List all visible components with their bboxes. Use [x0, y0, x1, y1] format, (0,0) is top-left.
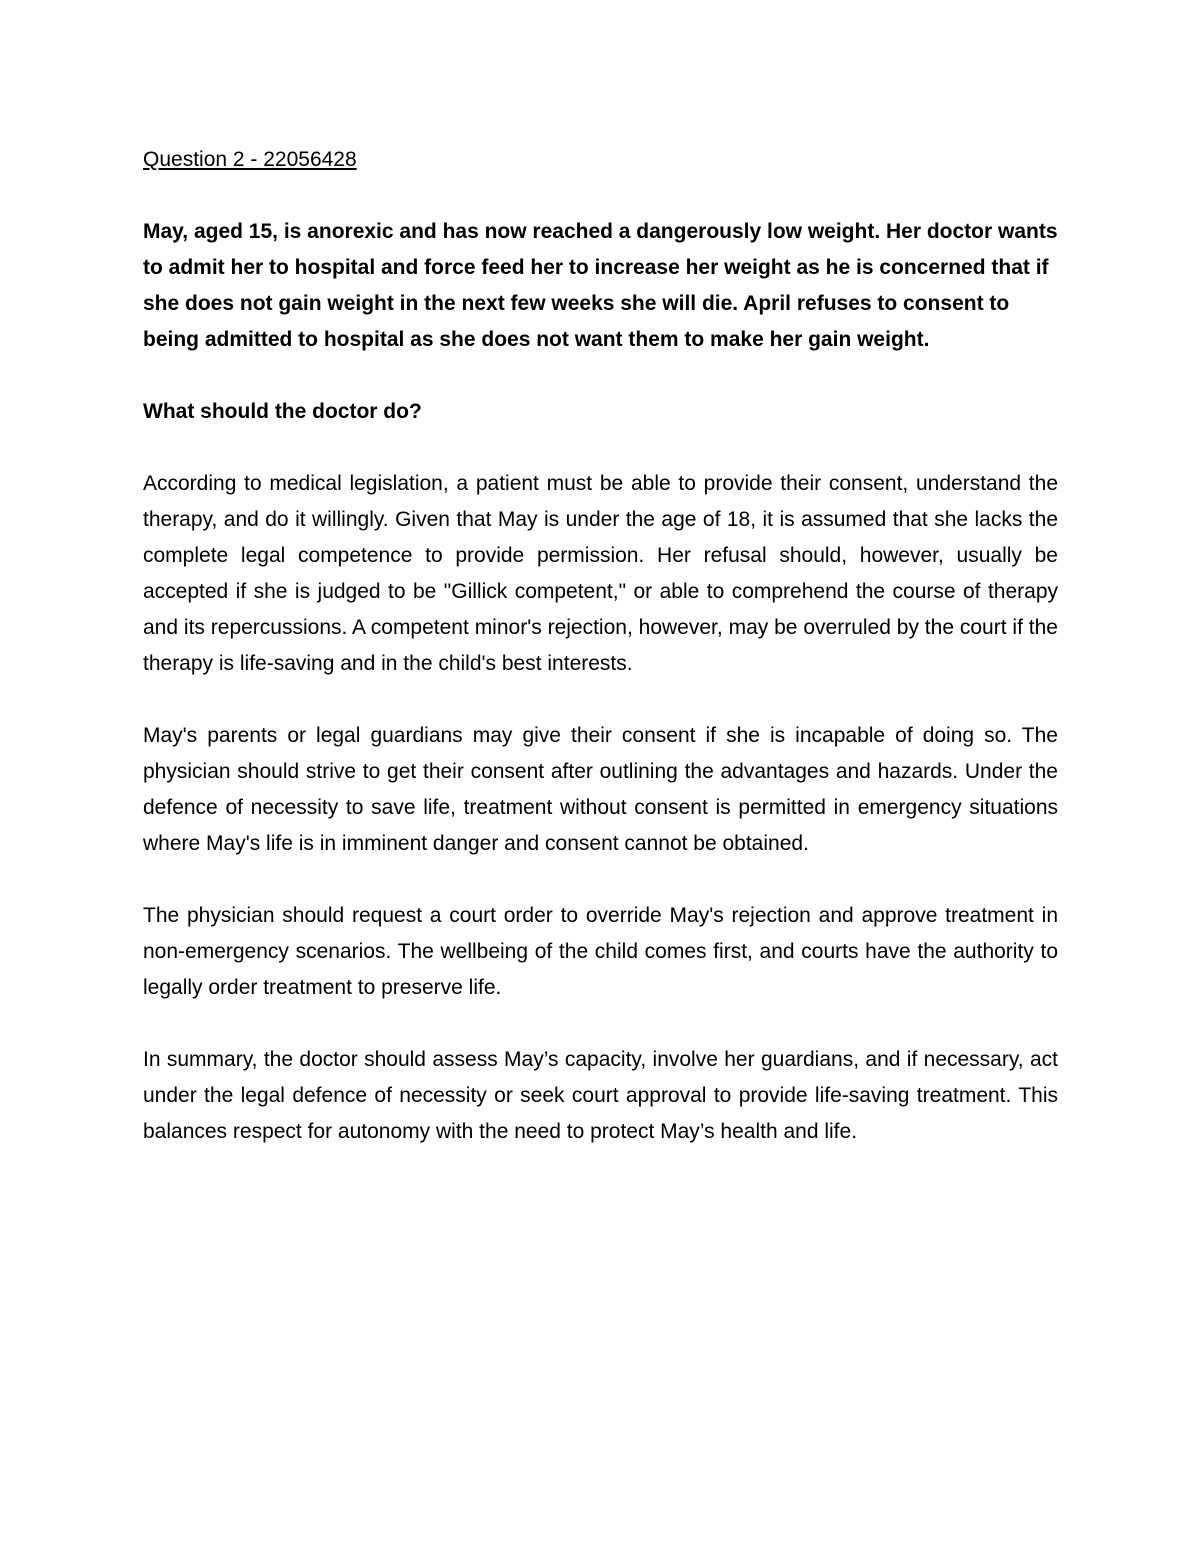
- answer-paragraph-summary: In summary, the doctor should assess May’s capacity, involve her guardians, and if necessary, act under the legal defence of necessity or seek court approval to provide life-saving treatment. This balances respect for autonomy with the need to protect May’s health and life.: [143, 1048, 1058, 1143]
- document-page: [143, 142, 1058, 1186]
- answer-paragraph-guardians: May's parents or legal guardians may give their consent if she is incapable of doing so. The physician should strive to get their consent after outlining the advantages and hazards. Under the defence of necessity to save life, treatment without consent is permitted in emergency situations where May's life is in imminent danger and consent cannot be obtained.: [143, 724, 1058, 855]
- question-prompt: May, aged 15, is anorexic and has now reached a dangerously low weight. Her doctor wants to admit her to hospital and force feed her to increase her weight as he is concerned that if she does not gain weight in the next few weeks she will die. April refuses to consent to being admitted to hospital as she does not want them to make her gain weight.: [143, 220, 1058, 351]
- answer-paragraph-consent: According to medical legislation, a patient must be able to provide their consent, understand the therapy, and do it willingly. Given that May is under the age of 18, it is assumed that she lacks the complete legal competence to provide permission. Her refusal should, however, usually be accepted if she is judged to be "Gillick competent," or able to comprehend the course of therapy and its repercussions. A competent minor's rejection, however, may be overruled by the court if the therapy is life-saving and in the child's best interests.: [143, 472, 1058, 675]
- question-heading: Question 2 - 22056428: [143, 148, 357, 171]
- sub-question: What should the doctor do?: [143, 400, 422, 423]
- answer-paragraph-court-order: The physician should request a court order to override May's rejection and approve treatment in non-emergency scenarios. The wellbeing of the child comes first, and courts have the authority to legally order treatment to preserve life.: [143, 904, 1058, 999]
